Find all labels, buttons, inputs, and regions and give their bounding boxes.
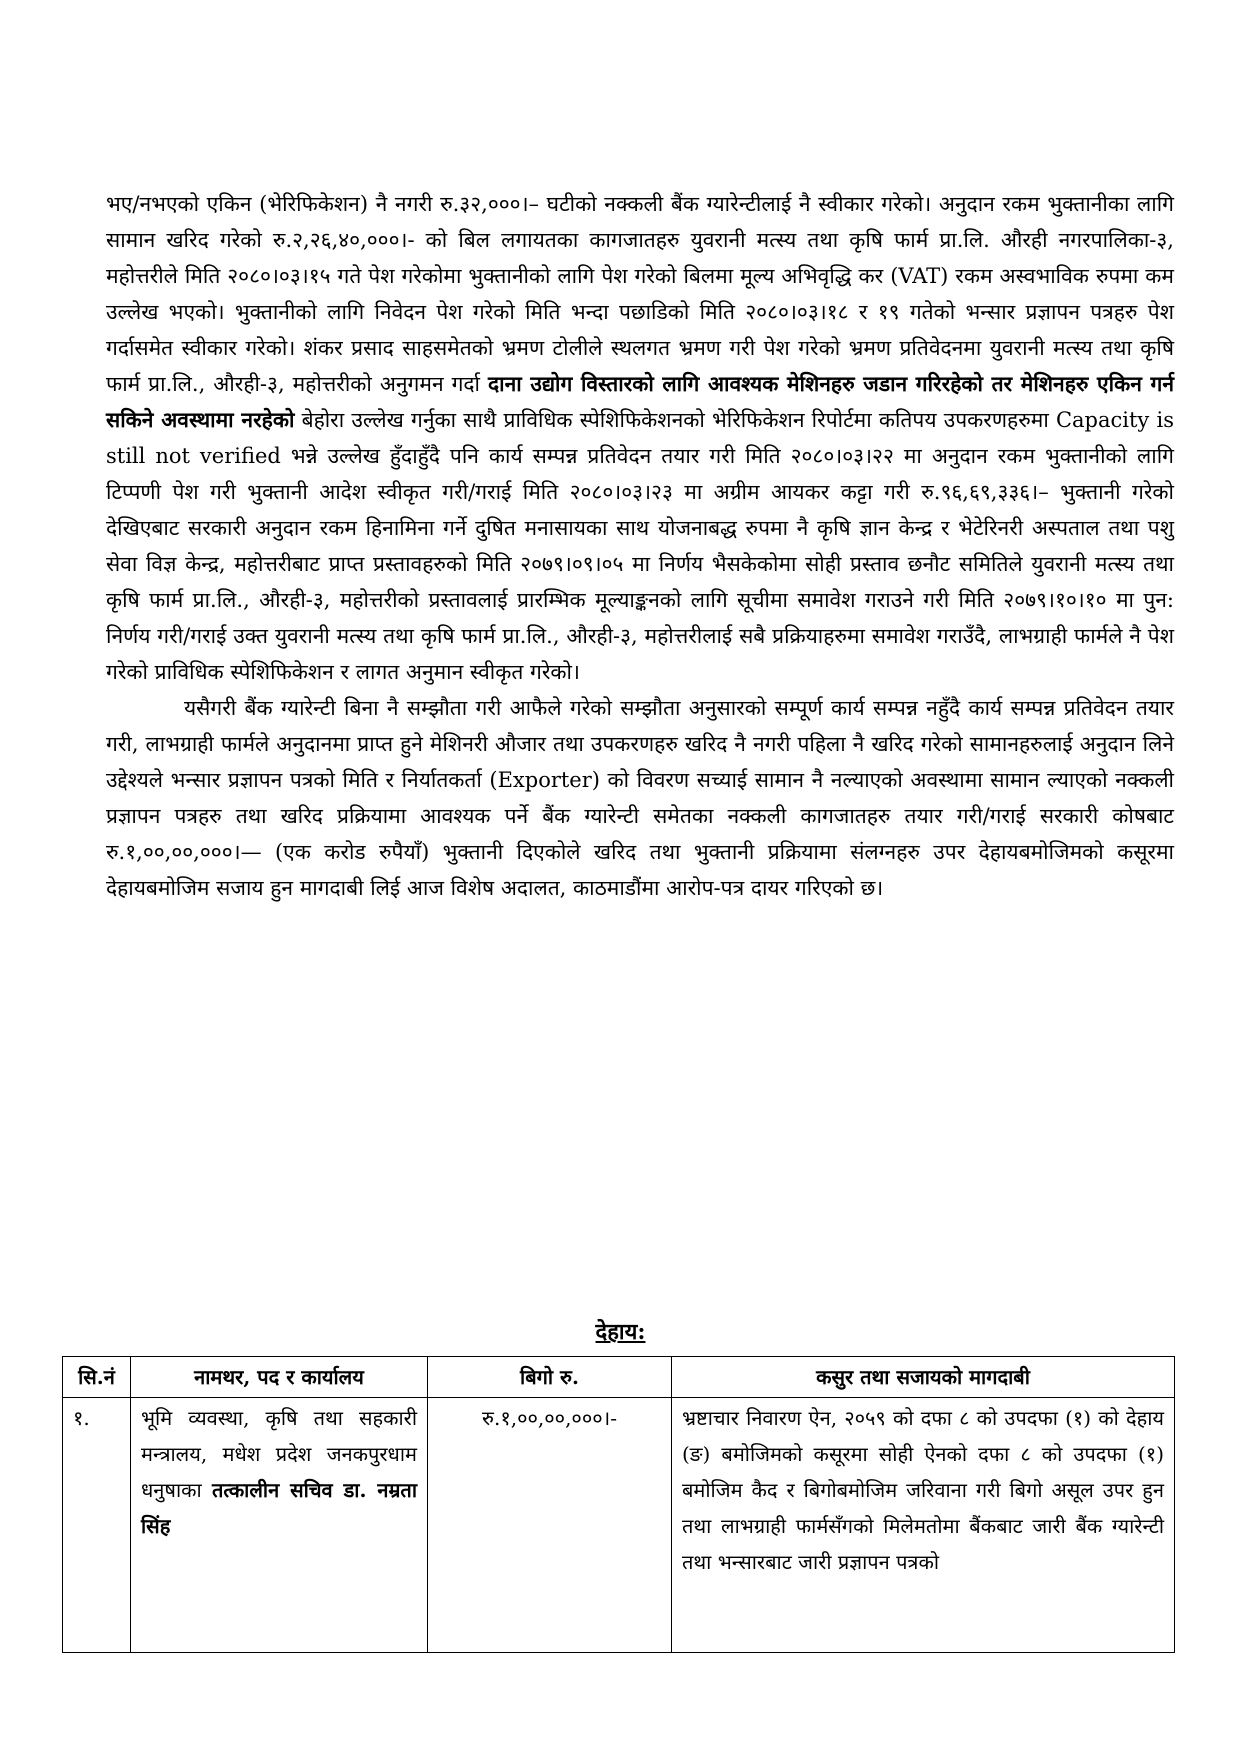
cell-name-person-text: तत्कालीन सचिव डा. नम्रता सिंह — [141, 1478, 417, 1538]
header-serial: सि.नं — [63, 1357, 131, 1398]
table-header-row — [63, 1357, 1175, 1398]
cell-name-office-text: भूमि व्यवस्था, कृषि तथा सहकारी मन्त्रालय, मधेश प्रदेश जनकपुरधाम धनुषाका — [141, 1406, 417, 1502]
table-row — [63, 1398, 1175, 1653]
schedule-heading: देहाय: — [595, 1319, 646, 1345]
header-name-post-office: नामथर, पद र कार्यालय — [131, 1357, 428, 1398]
paragraph-1-bold-text: दाना उद्योग विस्तारको लागि आवश्यक मेशिनहरु जडान गरिरहेको तर मेशिनहरु एकिन गर्न सकिने अवस्थामा नरहेको — [106, 371, 1174, 432]
paragraph-2: यसैगरी बैंक ग्यारेन्टी बिना नै सम्झौता गरी आफैले गरेको सम्झौता अनुसारको सम्पूर्ण कार्य सम्पन्न नहुँदै कार्य सम्पन्न प्रतिवेदन तयार गरी, लाभग्राही फार्मले अनुदानमा प्राप्त हुने मेशिनरी औजार तथा उपकरणहरु खरिद नै नगरी पहिला नै खरिद गरेको सामानहरुलाई अनुदान लिने उद्देश्यले भन्सार प्रज्ञापन पत्रको मिति र निर्यातकर्ता (Exporter) को विवरण सच्याई सामान नै नल्याएको अवस्थामा सामान ल्याएको नक्कली प्रज्ञापन पत्रहरु तथा खरिद प्रक्रियामा आवश्यक पर्ने बैंक ग्यारेन्टी समेतका नक्कली कागजातहरु तयार गरी/गराई सरकारी कोषबाट रु.१,००,००,०००।— (एक करोड रुपैयाँ) भुक्तानी दिएकोले खरिद तथा भुक्तानी प्रक्रियामा संलग्नहरु उपर देहायबमोजिमको कसूरमा देहायबमोजिम सजाय हुन मागदाबी लिई आज विशेष अदालत, काठमाडौंमा आरोप-पत्र दायर गरिएको छ। — [106, 696, 1174, 900]
paragraph-1-text-a: भए/नभएको एकिन (भेरिफिकेशन) नै नगरी रु.३२,०००।– घटीको नक्कली बैंक ग्यारेन्टीलाई नै स्वीकार गरेको। अनुदान रकम भुक्तानीका लागि सामान खरिद गरेको रु.२,२६,४०,०००।- को बिल लगायतका कागजातहरु युवरानी मत्स्य तथा कृषि फार्म प्रा.लि. औरही नगरपालिका-३, महोत्तरीले मिति २०८०।०३।१५ गते पेश गरेकोमा भुक्तानीको लागि पेश गरेको बिलमा मूल्य अभिवृद्धि कर (VAT) रकम अस्वभाविक रुपमा कम उल्लेख भएको। भुक्तानीको लागि निवेदन पेश गरेको मिति भन्दा पछाडिको मिति २०८०।०३।१८ र १९ गतेको भन्सार प्रज्ञापन पत्रहरु पेश गर्दासमेत स्वीकार गरेको। शंकर प्रसाद साहसमेतको भ्रमण टोलीले स्थलगत भ्रमण गरी पेश गरेको भ्रमण प्रतिवेदनमा युवरानी मत्स्य तथा कृषि फार्म प्रा.लि., औरही-३, महोत्तरीको अनुगमन गर्दा — [106, 192, 1174, 396]
cell-amount: रु.१,००,००,०००।- — [428, 1398, 672, 1653]
header-charge-demand: कसुर तथा सजायको मागदाबी — [672, 1357, 1175, 1398]
body-text — [106, 186, 1174, 906]
paragraph-1-text-b: बेहोरा उल्लेख गर्नुका साथै प्राविधिक स्पेशिफिकेशनको भेरिफिकेशन रिपोर्टमा कतिपय उपकरणहरुमा Capacity is still not verified भन्ने उल्लेख हुँदाहुँदै पनि कार्य सम्पन्न प्रतिवेदन तयार गरी मिति २०८०।०३।२२ मा अनुदान रकम भुक्तानीको लागि टिप्पणी पेश गरी भुक्तानी आदेश स्वीकृत गरी/गराई मिति २०८०।०३।२३ मा अग्रीम आयकर कट्टा गरी रु.९६,६९,३३६।– भुक्तानी गरेको देखिएबाट सरकारी अनुदान रकम हिनामिना गर्ने दुषित मनासायका साथ योजनाबद्ध रुपमा नै कृषि ज्ञान केन्द्र र भेटेरिनरी अस्पताल तथा पशु सेवा विज्ञ केन्द्र, महोत्तरीबाट प्राप्त प्रस्तावहरुको मिति २०७९।०९।०५ मा निर्णय भैसकेकोमा सोही प्रस्ताव छनौट समितिले युवरानी मत्स्य तथा कृषि फार्म प्रा.लि., औरही-३, महोत्तरीको प्रस्तावलाई प्रारम्भिक मूल्याङ्कनको लागि सूचीमा समावेश गराउने गरी मिति २०७९।१०।१० मा पुन: निर्णय गरी/गराई उक्त युवरानी मत्स्य तथा कृषि फार्म प्रा.लि., औरही-३, महोत्तरीलाई सबै प्रक्रियाहरुमा समावेश गराउँदै, लाभग्राही फार्मले नै पेश गरेको प्राविधिक स्पेशिफिकेशन र लागत अनुमान स्वीकृत गरेको। — [106, 408, 1174, 684]
cell-charge-demand: भ्रष्टाचार निवारण ऐन, २०५९ को दफा ८ को उपदफा (१) को देहाय (ङ) बमोजिमको कसूरमा सोही ऐनको दफा ८ को उपदफा (१) बमोजिम कैद र बिगोबमोजिम जरिवाना गरी बिगो असूल उपर हुन तथा लाभग्राही फार्मसँगको मिलेमतोमा बैंकबाट जारी बैंक ग्यारेन्टी तथा भन्सारबाट जारी प्रज्ञापन पत्रको — [672, 1398, 1175, 1653]
cell-name-post-office — [131, 1398, 428, 1653]
paragraph-1 — [106, 186, 1174, 690]
header-amount: बिगो रु. — [428, 1357, 672, 1398]
cell-serial: १. — [63, 1398, 131, 1653]
charges-table — [62, 1356, 1175, 1653]
